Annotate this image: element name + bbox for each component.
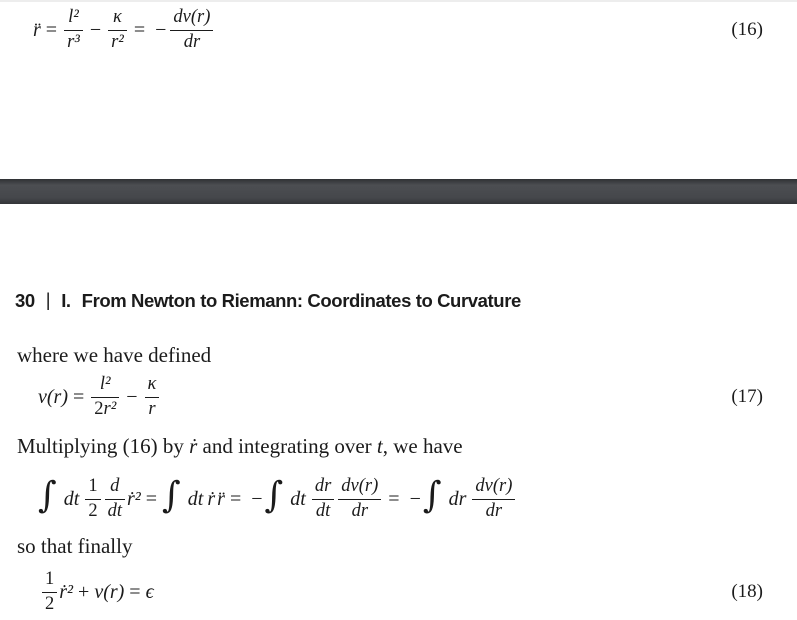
differential-dt: dt (63, 488, 80, 510)
plus-sign: + (78, 581, 90, 603)
fraction-numerator: κ (113, 6, 122, 27)
minus-sign: − (126, 386, 138, 408)
equation-17 (38, 365, 763, 429)
fraction-bar (312, 499, 334, 500)
fraction-numerator: 1 (45, 568, 55, 589)
equation-18 (40, 563, 763, 620)
equation-number: (17) (731, 385, 763, 407)
fraction-numerator: l² (99, 373, 111, 394)
fraction-kappa-over-r2 (108, 8, 127, 53)
fraction-bar (170, 30, 213, 31)
equals-sign: = (45, 19, 58, 41)
header-separator: | (45, 289, 51, 310)
fraction-bar (91, 397, 119, 398)
math-epsilon: ϵ (145, 581, 154, 603)
fraction-denominator: dt (315, 500, 331, 521)
equals-sign: = (72, 386, 85, 408)
integral-sign: ∫ (162, 474, 181, 516)
fraction-bar (42, 592, 57, 593)
math-v-of-r: v(r) (38, 386, 68, 408)
text-segment: Multiplying (16) by (17, 434, 190, 458)
fraction-denominator (91, 400, 119, 420)
fraction-denominator: dr (485, 500, 503, 521)
fraction-bar (338, 499, 381, 500)
fraction-one-half (42, 570, 57, 615)
fraction-numerator: κ (147, 373, 157, 394)
differential-dr: dr (448, 488, 467, 510)
integral-sign: ∫ (422, 474, 442, 516)
fraction-numerator: l² (68, 6, 79, 27)
page-number: 30 (15, 290, 35, 311)
coefficient: 2 (94, 398, 104, 419)
math-r-dot: ṙ (189, 434, 198, 458)
differential-dt: dt (290, 488, 306, 510)
fraction-one-half (85, 477, 100, 522)
paragraph-where-defined: where we have defined (17, 343, 212, 367)
equation-number: (16) (731, 18, 763, 40)
fraction-bar (105, 499, 125, 500)
equation-number: (18) (731, 580, 763, 602)
equals-sign: = (145, 488, 158, 510)
minus-sign: − (409, 488, 421, 510)
fraction-denominator: r³ (67, 31, 80, 52)
math-r-double-dot: r̈ (217, 488, 225, 510)
equation-integral-chain (38, 466, 517, 532)
fraction-numerator: dv(r) (475, 475, 513, 496)
equals-sign: = (133, 19, 146, 41)
equals-sign: = (229, 488, 242, 510)
fraction-numerator: 1 (88, 475, 98, 496)
paragraph-so-that-finally: so that finally (17, 534, 133, 558)
fraction-denominator: 2 (45, 593, 55, 614)
fraction-denominator: 2 (88, 500, 98, 521)
integral-sign: ∫ (264, 474, 284, 516)
text-segment: and integrating over (197, 434, 377, 458)
fraction-numerator: dv(r) (341, 475, 379, 496)
fraction-dv-over-dr (338, 477, 381, 522)
equals-sign: = (388, 488, 400, 510)
fraction-d-over-dt (105, 477, 125, 522)
page-separator-bar (0, 179, 797, 204)
fraction-l2-over-r3 (64, 8, 83, 53)
math-r-double-dot: r̈ (33, 19, 41, 41)
fraction-denominator: dr (183, 31, 201, 52)
math-r-dot-squared: ṙ² (59, 581, 74, 603)
math-t: t (376, 434, 383, 458)
fraction-numerator: dv(r) (173, 6, 211, 27)
text-segment: , we have (382, 434, 463, 458)
fraction-denominator: dt (107, 500, 122, 521)
variable: r² (103, 398, 117, 419)
fraction-numerator: dr (314, 475, 332, 496)
fraction-bar (145, 397, 160, 398)
running-header (15, 290, 521, 312)
fraction-kappa-over-r (145, 375, 160, 420)
fraction-bar (472, 499, 515, 500)
fraction-bar (64, 30, 83, 31)
fraction-dv-over-dr (170, 8, 213, 53)
fraction-denominator: r² (111, 31, 124, 52)
minus-sign: − (155, 19, 167, 41)
fraction-l2-over-2r2 (91, 375, 119, 420)
minus-sign: − (89, 19, 102, 41)
math-r-dot: ṙ (207, 488, 216, 510)
math-v-of-r: v(r) (94, 581, 125, 603)
fraction-bar (108, 30, 127, 31)
fraction-bar (85, 499, 100, 500)
equals-sign: = (129, 581, 141, 603)
fraction-dv-over-dr (472, 477, 515, 522)
math-r-dot-squared: ṙ² (126, 488, 141, 510)
fraction-dr-over-dt (312, 477, 334, 522)
minus-sign: − (251, 488, 263, 510)
integral-sign: ∫ (38, 474, 57, 516)
paragraph-multiplying (17, 433, 463, 459)
fraction-denominator: dr (351, 500, 369, 521)
chapter-number: I. (61, 290, 71, 311)
fraction-numerator: d (110, 475, 120, 496)
equation-16 (33, 4, 763, 56)
differential-dt: dt (187, 488, 204, 510)
fraction-denominator: r (148, 398, 156, 419)
chapter-title: From Newton to Riemann: Coordinates to Curvature (81, 290, 521, 311)
